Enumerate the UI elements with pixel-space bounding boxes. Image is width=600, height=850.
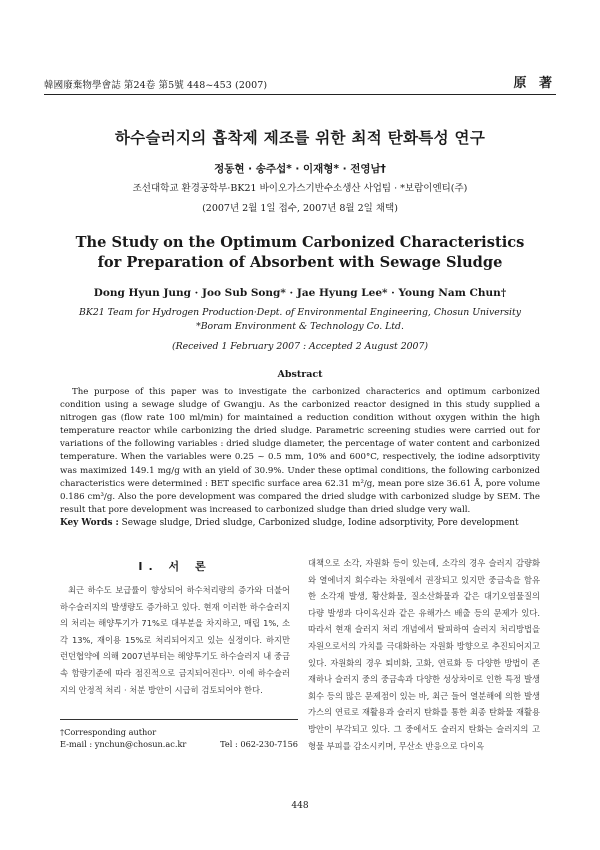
english-affiliation [0, 306, 600, 334]
english-dates: (Received 1 February 2007 : Accepted 2 August 2007) [171, 341, 429, 352]
author-email: E-mail : ynchun@chosun.ac.kr [60, 739, 187, 749]
keywords-text: Sewage sludge, Dried sludge, Carbonized sludge, Iodine adsorptivity, Pore development [121, 518, 519, 528]
korean-title: 하수슬러지의 흡착제 제조를 위한 최적 탄화특성 연구 [114, 129, 486, 147]
english-title-line1: The Study on the Optimum Carbonized Characteristics [75, 234, 525, 251]
english-affiliation-line2: *Boram Environment & Technology Co. Ltd. [196, 321, 404, 332]
section-heading: I. 서 론 [138, 560, 212, 573]
english-authors: Dong Hyun Jung · Joo Sub Song* · Jae Hyung Lee* · Young Nam Chun† [93, 287, 507, 299]
english-title [0, 233, 600, 273]
right-column [308, 555, 540, 754]
author-tel: Tel : 062-230-7156 [220, 739, 298, 749]
intro-paragraph-right: 대책으로 소각, 자원화 등이 있는데, 소각의 경우 슬러지 감량화와 열에너지 회수라는 차원에서 권장되고 있지만 중금속을 함유한 소각재 발생, 황산화물, 질소산화물과 같은 대기오염물질의 다량 발생과 다이옥신과 같은 유해가스 배출 등의 문제가 있다. 따라서 현재 슬러지 처리 개념에서 탈피하여 슬러지 처리방법을 자원으로서의 가치를 극대화하는 자원화 방향으로 추진되어지고 있다. 자원화의 경우 퇴비화, 고화, 연료화 등 다양한 방법이 존재하나 슬러지 중의 중금속과 다양한 성상차이로 인한 특정 발생회수 등의 많은 문제점이 있는 바, 최근 들어 열분해에 의한 발생가스의 연료로 재활용과 슬러지 탄화를 통한 최종 탄화물 재활용 방안이 부각되고 있다. 그 중에서도 슬러지 탄화는 슬러지의 고형물 부피를 감소시키며, 무산소 반응으로 다이옥 [308, 558, 540, 751]
keywords [60, 518, 550, 528]
korean-dates: (2007년 2월 1일 접수, 2007년 8월 2일 채택) [202, 203, 398, 214]
page-number: 448 [291, 801, 309, 811]
corresponding-author-label: †Corresponding author [60, 727, 157, 737]
corresponding-author-footnote [60, 719, 298, 750]
korean-authors: 정동현 · 송주섭* · 이재형* · 전영남† [214, 163, 386, 175]
abstract-heading: Abstract [277, 369, 323, 380]
left-column [60, 558, 290, 698]
english-affiliation-line1: BK21 Team for Hydrogen Production·Dept. of Environmental Engineering, Chosun University [79, 307, 521, 318]
journal-citation: 韓國廢棄物學會誌 第24卷 第5號 448~453 (2007) [44, 80, 268, 91]
journal-header [44, 72, 556, 95]
english-title-line2: for Preparation of Absorbent with Sewage Sludge [97, 254, 503, 271]
article-type-label: 原 著 [513, 76, 556, 91]
abstract-text: The purpose of this paper was to investigate the carbonized characterics and optimum carbonized condition using a sewage sludge of Gwangju. As the carbonized reactor designed in this study supplied a nitrogen gas (flow rate 100 ml/min) for maintained a reduction condition without oxygen within the high temperature reactor while carbonizing the dried sludge. Parametric screening studies were carried out for variations of the following variables : dried sludge diameter, the percentage of water content and carbonized temperature. When the variables were 0.25 ~ 0.5 mm, 10% and 600°C, respectively, the iodine adsorptivity was maximized 149.1 mg/g with an yield of 30.9%. Under these optimal conditions, the following carbonized characteristics were determined : BET specific surface area 62.31 m²/g, mean pore size 36.61 Å, pore volume 0.186 cm³/g. Also the pore development was compared the dried sludge with carbonized sludge by SEM. The result that pore development was increased to carbonized sludge than dried sludge very wall. [60, 387, 540, 515]
keywords-label: Key Words : [60, 518, 119, 528]
intro-paragraph-left: 최근 하수도 보급률이 향상되어 하수처리량의 증가와 더불어 하수슬러지의 발생량도 증가하고 있다. 현재 이러한 하수슬러지의 처리는 해양투기가 71%로 대부분을 차지하고, 매립 1%, 소각 13%, 재이용 15%로 처리되어지고 있는 실정이다. 하지만 런던협약에 의해 2007년부터는 해양투기도 하수슬러지 내 중금속 함량기준에 따라 점진적으로 금지되어진다¹⁾. 이에 하수슬러지의 안정적 처리 · 처분 방안이 시급히 검토되어야 한다. [60, 585, 290, 695]
korean-affiliation: 조선대학교 환경공학부·BK21 바이오가스기반수소생산 사업팀 · *보람이엔티(주) [132, 183, 468, 194]
